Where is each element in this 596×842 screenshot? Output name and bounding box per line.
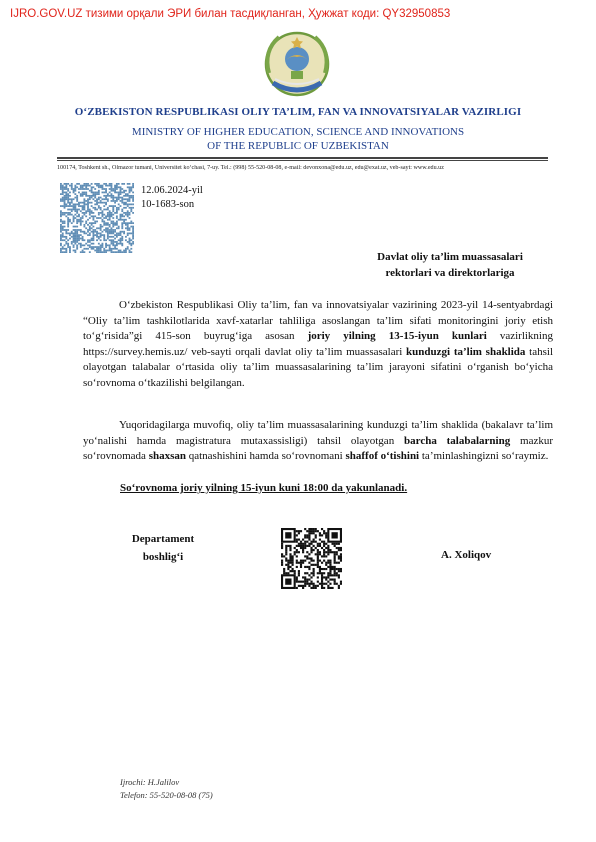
document-number: 10-1683-son	[141, 199, 195, 210]
ministry-name-uz: O‘ZBEKISTON RESPUBLIKASI OLIY TA’LIM, FAN VA INNOVATSIYALAR VAZIRLIGI	[74, 106, 522, 118]
ministry-name-en-line2: OF THE REPUBLIC OF UZBEKISTAN	[207, 140, 389, 152]
deadline-note: So‘rovnoma joriy yilning 15-iyun kuni 18:00 da yakunlanadi.	[120, 482, 408, 494]
body-paragraph-2: Yuqoridagilarga muvofiq, oliy ta’lim muassasalarining kunduzgi ta’lim shaklida (bakalavr ta’lim yo‘nalishi hamda magistratura mutaxassisligi) tahsil olayotgan barcha talabalarning mazkur so‘rovnomada shaxsan qatnashishini hamda so‘rovnomani shaffof o‘tishini ta’minlashingizni so‘raymiz.	[83, 419, 554, 463]
state-emblem-icon	[259, 27, 335, 101]
body-paragraph-1: O‘zbekiston Respublikasi Oliy ta’lim, fan va innovatsiyalar vazirining 2023-yil 14-sentyabrdagi “Oliy ta’lim tashkilotlarida xavf-xatarlar tahliliga asoslangan ta’lim sifati monitoringini joriy etish to‘g‘risida”gi 415-son buyrug‘iga asosan joriy yilning 13-15-iyun kunlari vazirlikning https://survey.hemis.uz/ veb-sayti orqali davlat oliy ta’lim muassasalari kunduzgi ta’lim shaklida tahsil olayotgan talabalar o‘rtasida oliy ta’lim muassasalarining ta’lim jarayoni sifatini o‘rganish bo‘yicha so‘rovnoma o‘tkazilishi belgilangan.	[83, 299, 553, 389]
signer-title-line2: boshlig‘i	[142, 551, 184, 563]
addressee-line1: Davlat oliy ta’lim muassasalari	[377, 251, 523, 263]
executor-name: Ijrochi: H.Jalilov	[120, 777, 180, 787]
signature-qr-code-icon	[281, 528, 342, 589]
signer-name: A. Xoliqov	[441, 549, 492, 561]
addressee-line2: rektorlari va direktorlariga	[385, 267, 515, 279]
header-divider-thin	[57, 160, 548, 161]
contact-line: 100174, Toshkent sh., Olmazor tumani, Universitet ko‘chasi, 7-uy. Tel.: (998) 55-520-08-08, e-mail: devonxona@edu.uz, edu@exat.uz, veb-sayt: www.edu.uz	[57, 165, 444, 171]
document-qr-code-icon	[60, 183, 134, 253]
header-divider	[57, 157, 548, 159]
signer-title-line1: Departament	[131, 533, 195, 545]
signer-title	[98, 530, 228, 566]
document-date: 12.06.2024-yil	[141, 185, 203, 196]
ministry-name-en-line1: MINISTRY OF HIGHER EDUCATION, SCIENCE AND INNOVATIONS	[131, 126, 465, 138]
verification-banner: IJRO.GOV.UZ тизими орқали ЭРИ билан тасдиқланган, Ҳужжат коди: QY32950853	[10, 8, 451, 20]
executor-phone: Telefon: 55-520-08-08 (75)	[120, 790, 213, 800]
